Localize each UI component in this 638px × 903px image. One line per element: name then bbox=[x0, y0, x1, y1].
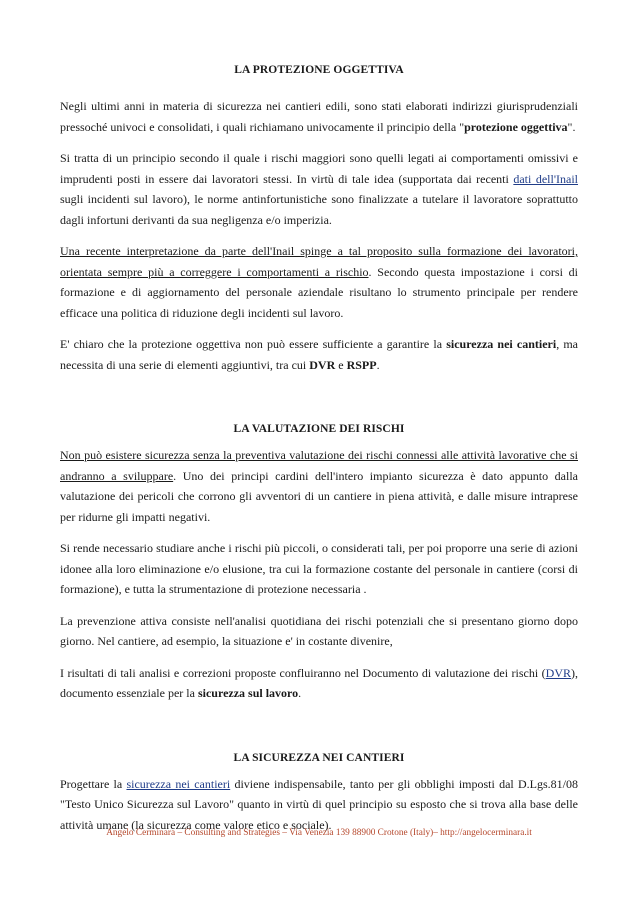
paragraph bbox=[60, 334, 578, 375]
bold-text: sicurezza nei cantieri bbox=[446, 337, 557, 351]
link-dati-inail[interactable]: dati dell'Inail bbox=[513, 171, 579, 186]
paragraph bbox=[60, 96, 578, 137]
paragraph: Si rende necessario studiare anche i rischi più piccoli, o considerati tali, per poi proporre una serie di azioni idonee alla loro eliminazione e/o elusione, tra cui la formazione costante del personale in cantiere (corsi di formazione), e tutta la strumentazione di protezione necessaria . bbox=[60, 541, 578, 596]
text: . Uno dei principi cardini dell'intero impianto sicurezza è dato appunto dalla valutazione dei pericoli che corrono gli avventori di un cantiere in piena attività, e dalle misure intraprese per ridurne gli impatti negativi. bbox=[60, 468, 578, 524]
section-title-valutazione: LA VALUTAZIONE DEI RISCHI bbox=[233, 423, 405, 435]
bold-text: sicurezza sul lavoro bbox=[197, 686, 299, 700]
text: ". bbox=[567, 119, 576, 134]
underlined-text: Una recente interpretazione da parte dell'Inail spinge a tal proposito sulla formazione dei lavoratori, orientata sempre più a correggere i comportamenti a rischio bbox=[60, 244, 578, 279]
text: sugli incidenti sul lavoro), le norme antinfortunistiche sono finalizzate a tutelare il lavoratore soprattutto dagli infortuni derivanti da sua negligenza e/o imperizia. bbox=[60, 192, 578, 227]
paragraph bbox=[60, 445, 578, 527]
text: . bbox=[298, 686, 302, 700]
paragraph: La prevenzione attiva consiste nell'analisi quotidiana dei rischi potenziali che si presentano giorno dopo giorno. Nel cantiere, ad esempio, la situazione e' in costante divenire, bbox=[60, 613, 578, 648]
text: diviene indispensabile, tanto per gli obblighi imposti dal D.Lgs.81/08 "Testo Unico Sicurezza sul Lavoro" quanto in virtù di quel principio su esposto che si trova alla base delle attività umane (la sicurezza come valore etico e sociale). bbox=[60, 776, 578, 832]
link-sicurezza-cantieri[interactable]: sicurezza nei cantieri bbox=[126, 776, 231, 791]
section-title-sicurezza: LA SICUREZZA NEI CANTIERI bbox=[233, 751, 405, 764]
link-dvr[interactable]: DVR bbox=[545, 665, 571, 680]
paragraph bbox=[60, 774, 578, 836]
text: . Secondo questa impostazione i corsi di formazione e di aggiornamento del personale aziendale risultano lo strumento principale per rendere efficace una politica di riduzione degli incidenti sul lavoro. bbox=[60, 264, 579, 320]
text: e bbox=[335, 357, 347, 372]
text: , ma necessita di una serie di elementi aggiuntivi, tra cui bbox=[60, 337, 578, 372]
bold-text: RSPP bbox=[346, 357, 377, 372]
page-footer: Angelo Cerminara – Consulting and Strategies – Via Venezia 139 88900 Crotone (Italy)– http://angelocerminara.it bbox=[106, 828, 532, 838]
text: ), documento essenziale per la bbox=[60, 665, 578, 700]
text: Progettare la bbox=[60, 776, 127, 791]
document-body bbox=[60, 64, 578, 835]
text: Negli ultimi anni in materia di sicurezza nei cantieri edili, sono stati elaborati indirizzi giurisprudenziali pressoché univoci e consolidati, i quali richiamano univocamente il principio della " bbox=[60, 99, 578, 134]
paragraph bbox=[60, 148, 578, 230]
bold-text: DVR bbox=[309, 357, 336, 372]
paragraph bbox=[60, 241, 578, 323]
underlined-text: Non può esistere sicurezza senza la preventiva valutazione dei rischi connessi alle attività lavorative che si andranno a sviluppare bbox=[60, 448, 578, 483]
text: E' chiaro che la protezione oggettiva non può essere sufficiente a garantire la bbox=[60, 337, 447, 351]
text: I risultati di tali analisi e correzioni proposte confluiranno nel Documento di valutazione dei rischi ( bbox=[60, 665, 546, 680]
section-title-protezione: LA PROTEZIONE OGGETTIVA bbox=[234, 64, 404, 76]
bold-text: protezione oggettiva bbox=[464, 119, 568, 134]
paragraph bbox=[60, 663, 578, 704]
text: . bbox=[376, 357, 380, 372]
text: Si tratta di un principio secondo il quale i rischi maggiori sono quelli legati ai comportamenti omissivi e imprudenti posti in essere dai lavoratori stessi. In virtù di tale idea (supportata dai recenti bbox=[60, 151, 578, 186]
